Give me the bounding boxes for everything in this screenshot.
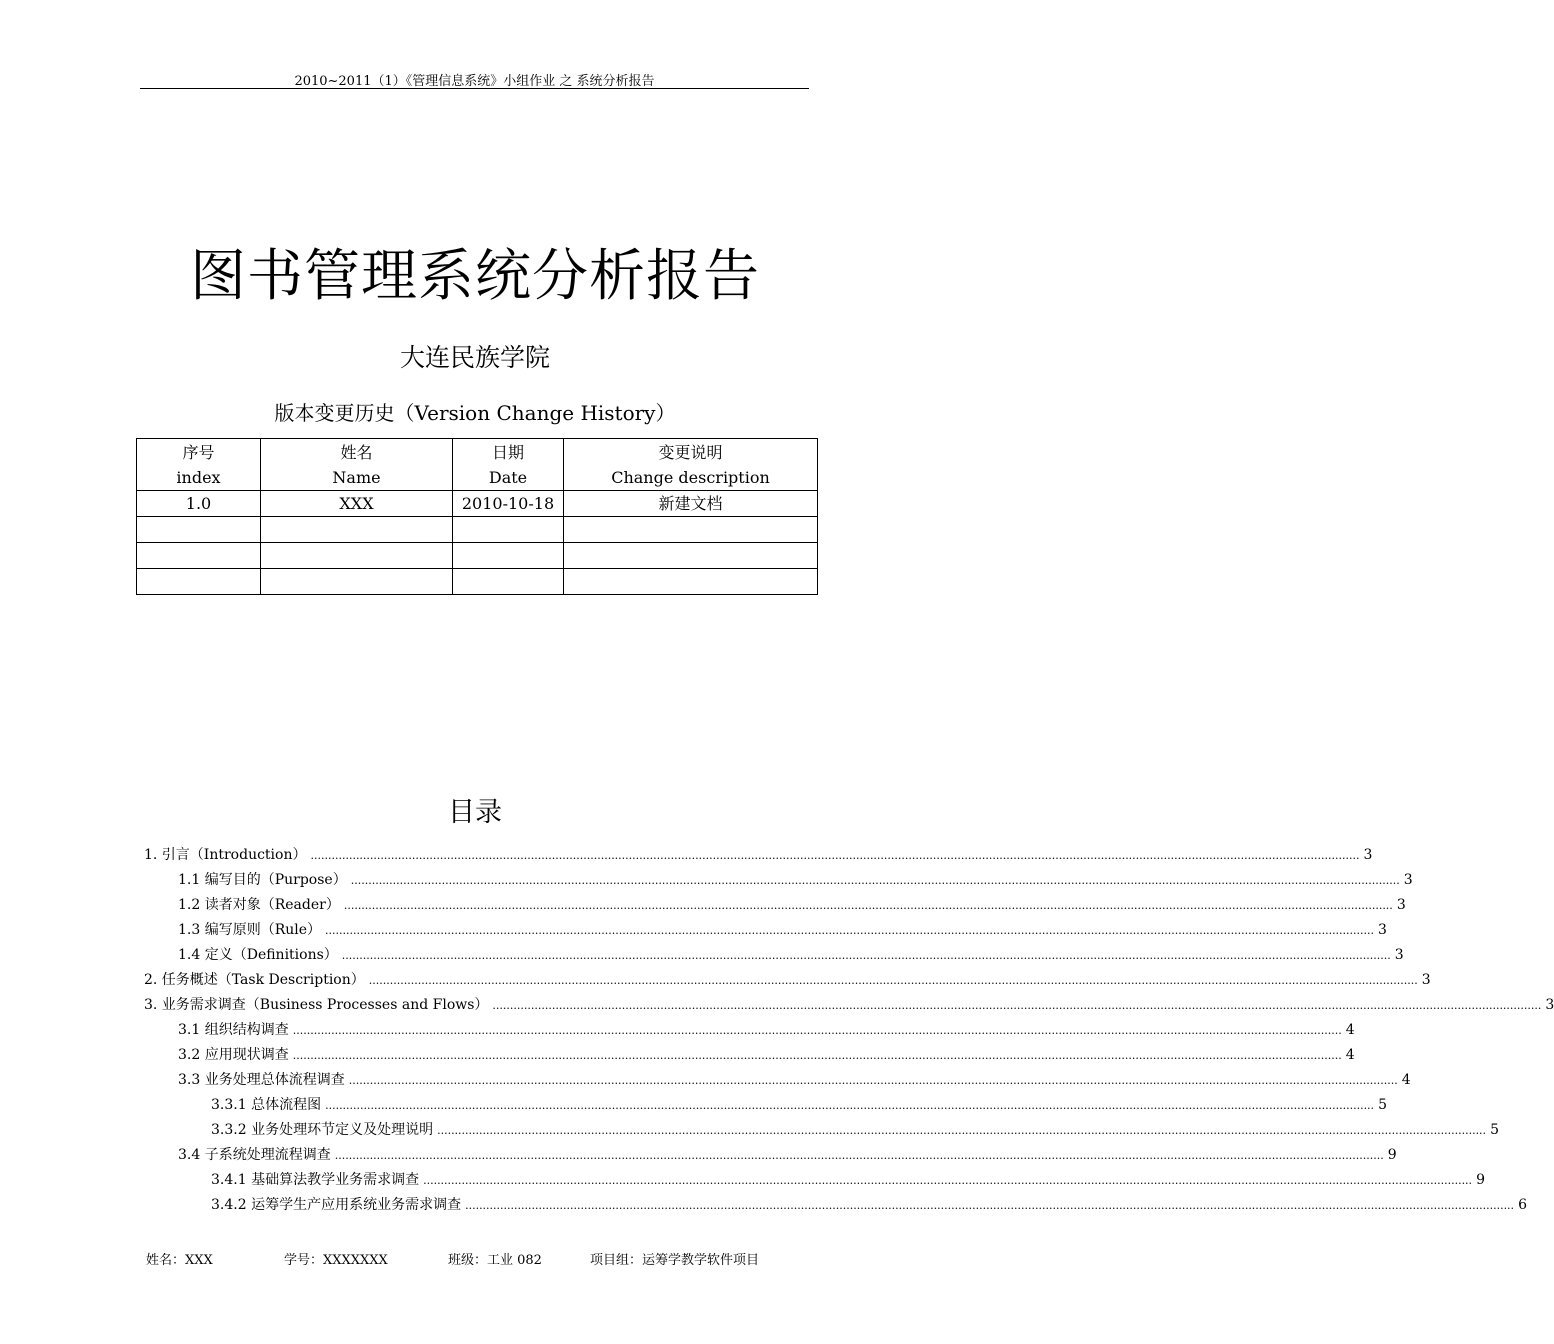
- toc-entry[interactable]: [140, 1043, 1355, 1068]
- toc-entry-label: 3.3.2 业务处理环节定义及处理说明: [211, 1122, 434, 1138]
- toc-dot-leader: ............................................................................................................................................................................................................................................................................................................: [325, 924, 1375, 937]
- table-cell: [453, 517, 564, 543]
- toc-entry[interactable]: [140, 968, 1431, 993]
- toc-entry-label: 3.1 组织结构调查: [178, 1022, 289, 1038]
- toc-entry-page: 3: [1378, 922, 1387, 938]
- toc-entry-page: 6: [1518, 1197, 1527, 1213]
- toc-dot-leader: ............................................................................................................................................................................................................................................................................................................: [341, 949, 1391, 962]
- toc-entry-label: 3.3.1 总体流程图: [211, 1097, 322, 1113]
- toc-entry-page: 3: [1403, 872, 1413, 888]
- table-cell: 2010-10-18: [453, 491, 564, 517]
- toc-entry-label: 3. 业务需求调查（Business Processes and Flows）: [144, 997, 489, 1013]
- toc-dot-leader: ............................................................................................................................................................................................................................................................................................................: [492, 999, 1542, 1012]
- toc-dot-leader: ............................................................................................................................................................................................................................................................................................................: [325, 1099, 1375, 1112]
- toc-entry-label: 3.2 应用现状调查: [178, 1047, 289, 1063]
- toc-entry-page: 3: [1394, 947, 1404, 963]
- toc-entry-label: 1.4 定义（Definitions）: [178, 947, 338, 963]
- toc-dot-leader: ............................................................................................................................................................................................................................................................................................................: [292, 1024, 1342, 1037]
- table-of-contents: [140, 843, 1554, 1218]
- toc-dot-leader: ............................................................................................................................................................................................................................................................................................................: [334, 1149, 1384, 1162]
- toc-entry-page: 9: [1476, 1172, 1485, 1188]
- version-history-table: [136, 438, 818, 595]
- toc-entry[interactable]: [140, 893, 1406, 918]
- toc-entry[interactable]: [140, 1093, 1387, 1118]
- table-cell: 新建文档: [564, 491, 818, 517]
- toc-entry-label: 3.4.2 运筹学生产应用系统业务需求调查: [211, 1197, 462, 1213]
- table-cell: [453, 569, 564, 595]
- table-cell: [137, 543, 261, 569]
- toc-entry-label: 1. 引言（Introduction）: [144, 847, 307, 863]
- column-header-index: 序号 index: [137, 439, 261, 491]
- toc-entry-label: 1.2 读者对象（Reader）: [178, 897, 340, 913]
- toc-dot-leader: ............................................................................................................................................................................................................................................................................................................: [423, 1174, 1473, 1187]
- column-header-date: 日期 Date: [453, 439, 564, 491]
- toc-entry[interactable]: [140, 1168, 1485, 1193]
- table-cell: 1.0: [137, 491, 261, 517]
- toc-dot-leader: ............................................................................................................................................................................................................................................................................................................: [348, 1074, 1398, 1087]
- column-header-description: 变更说明 Change description: [564, 439, 818, 491]
- table-cell: [261, 569, 453, 595]
- toc-dot-leader: ............................................................................................................................................................................................................................................................................................................: [350, 874, 1400, 887]
- toc-entry-page: 4: [1345, 1047, 1355, 1063]
- table-cell: XXX: [261, 491, 453, 517]
- table-cell: [564, 543, 818, 569]
- toc-entry[interactable]: [140, 1143, 1397, 1168]
- table-cell: [261, 543, 453, 569]
- toc-entry-page: 9: [1387, 1147, 1397, 1163]
- table-header-row: [137, 439, 818, 491]
- toc-entry-page: 3: [1421, 972, 1431, 988]
- toc-dot-leader: ............................................................................................................................................................................................................................................................................................................: [368, 974, 1418, 987]
- toc-entry[interactable]: [140, 1118, 1499, 1143]
- footer-class: 班级：工业 082: [448, 1253, 542, 1268]
- table-row: [137, 517, 818, 543]
- toc-entry-page: 3: [1545, 997, 1554, 1013]
- toc-entry-page: 3: [1363, 847, 1373, 863]
- toc-dot-leader: ............................................................................................................................................................................................................................................................................................................: [292, 1049, 1342, 1062]
- toc-entry-label: 2. 任务概述（Task Description）: [144, 972, 365, 988]
- toc-dot-leader: ............................................................................................................................................................................................................................................................................................................: [343, 899, 1393, 912]
- toc-entry[interactable]: [140, 1018, 1355, 1043]
- toc-entry-label: 3.3 业务处理总体流程调查: [178, 1072, 345, 1088]
- footer-name: 姓名：XXX: [146, 1253, 213, 1268]
- toc-entry[interactable]: [140, 1193, 1527, 1218]
- toc-entry-label: 3.4.1 基础算法教学业务需求调查: [211, 1172, 420, 1188]
- toc-entry-label: 1.3 编写原则（Rule）: [178, 922, 322, 938]
- footer-student-id: 学号：XXXXXXX: [284, 1253, 388, 1268]
- toc-title: 目录: [448, 797, 502, 828]
- toc-entry[interactable]: [140, 943, 1404, 968]
- toc-dot-leader: ............................................................................................................................................................................................................................................................................................................: [310, 849, 1360, 862]
- footer-project: 项目组：运筹学教学软件项目: [590, 1253, 760, 1268]
- toc-entry[interactable]: [140, 868, 1413, 893]
- table-cell: [137, 569, 261, 595]
- toc-dot-leader: ............................................................................................................................................................................................................................................................................................................: [465, 1199, 1515, 1212]
- toc-entry-page: 5: [1490, 1122, 1499, 1138]
- column-header-name: 姓名 Name: [261, 439, 453, 491]
- table-cell: [564, 569, 818, 595]
- version-history-title: 版本变更历史（Version Change History）: [274, 401, 676, 425]
- toc-entry-page: 4: [1345, 1022, 1355, 1038]
- table-row: [137, 491, 818, 517]
- organization-name: 大连民族学院: [399, 343, 550, 372]
- header-rule: [140, 88, 809, 89]
- toc-entry[interactable]: [140, 843, 1373, 868]
- toc-entry[interactable]: [140, 918, 1387, 943]
- toc-dot-leader: ............................................................................................................................................................................................................................................................................................................: [437, 1124, 1487, 1137]
- table-row: [137, 543, 818, 569]
- document-title: 图书管理系统分析报告: [190, 244, 760, 309]
- toc-entry-page: 5: [1378, 1097, 1387, 1113]
- toc-entry[interactable]: [140, 993, 1554, 1018]
- table-cell: [453, 543, 564, 569]
- toc-entry-label: 1.1 编写目的（Purpose）: [178, 872, 347, 888]
- toc-entry[interactable]: [140, 1068, 1411, 1093]
- table-cell: [137, 517, 261, 543]
- table-cell: [261, 517, 453, 543]
- table-row: [137, 569, 818, 595]
- toc-entry-label: 3.4 子系统处理流程调查: [178, 1147, 331, 1163]
- page-header: 2010~2011（1）《管理信息系统》小组作业 之 系统分析报告: [294, 74, 655, 89]
- toc-entry-page: 4: [1401, 1072, 1411, 1088]
- table-cell: [564, 517, 818, 543]
- toc-entry-page: 3: [1396, 897, 1406, 913]
